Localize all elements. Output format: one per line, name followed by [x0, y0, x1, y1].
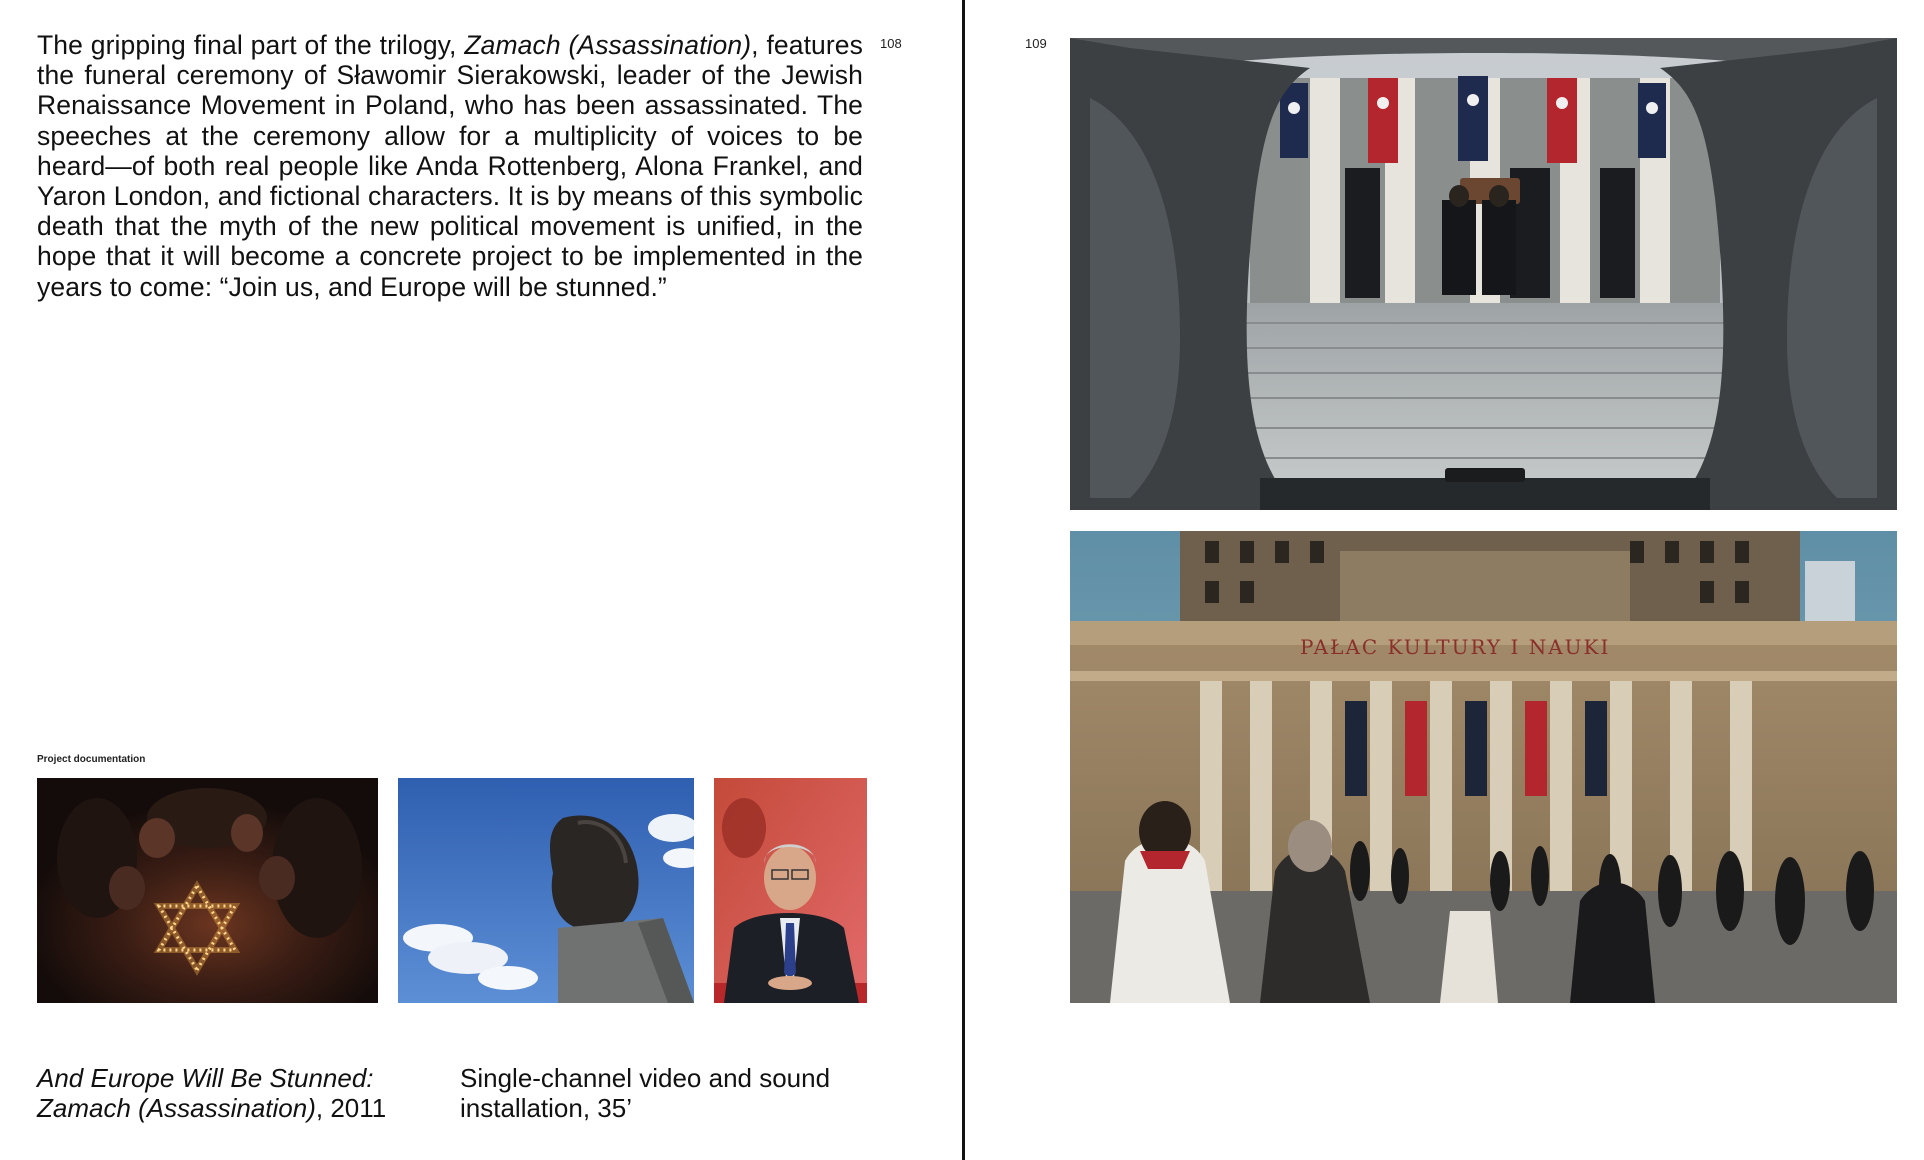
body-paragraph — [37, 30, 863, 302]
page-number-left: 108 — [880, 36, 902, 51]
body-text-part2: , features the funeral ceremony of Sławomir Sierakowski, leader of the Jewish Renaissance Movement in Poland, who has been assassinated. The speeches at the ceremony allow for a multiplicity of voices to be heard—of both real people like Anda Rottenberg, Alona Frankel, and Yaron London, and fictional characters. It is by means of this symbolic death that the myth of the new political movement is unified, in the hope that it will become a concrete project to be implemented in the years to come: “Join us, and Europe will be stunned.” — [37, 30, 863, 302]
body-text-part1: The gripping final part of the trilogy, — [37, 30, 465, 60]
still-hearse-view — [1070, 38, 1897, 510]
body-title-italic: Zamach (Assassination) — [464, 30, 752, 60]
building-inscription: PAŁAC KULTURY I NAUKI — [1300, 635, 1611, 659]
medium-line1: Single-channel video and sound — [460, 1063, 831, 1093]
photo-lenin-head — [398, 778, 694, 1003]
work-title-caption — [37, 1063, 437, 1123]
documentation-label: Project documentation — [37, 754, 146, 765]
right-page — [965, 0, 1924, 1160]
photo-news-presenter — [714, 778, 867, 1003]
caption-year: , 2011 — [315, 1093, 387, 1123]
still-palace-of-culture — [1070, 531, 1897, 1003]
page-number-right: 109 — [1025, 36, 1047, 51]
photo-candle-star — [37, 778, 378, 1003]
caption-title-line2: Zamach (Assassination) — [37, 1093, 316, 1123]
work-medium-caption — [460, 1063, 880, 1123]
medium-line2: installation, 35’ — [460, 1093, 632, 1123]
caption-title-line1: And Europe Will Be Stunned: — [37, 1063, 374, 1093]
